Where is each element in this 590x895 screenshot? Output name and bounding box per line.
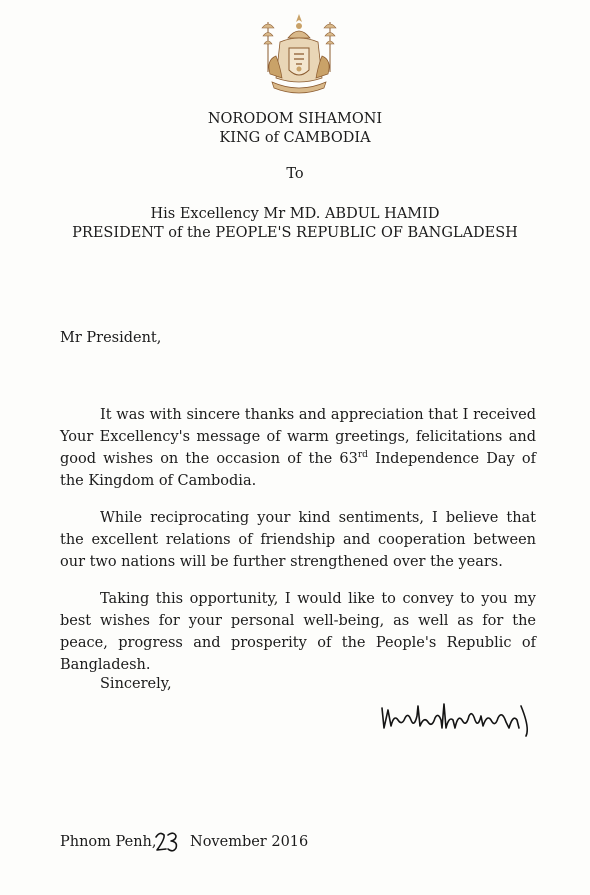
paragraph-1-text-end: Independence Day of the Kingdom of Cambodia. [60,451,537,489]
recipient-name: His Excellency Mr MD. ABDUL HAMID [150,206,440,222]
sender-name: NORODOM SIHAMONI [207,111,383,127]
paragraph-1-text: It was with sincere thanks and appreciation that I received Your Excellency's message of warm greetings, felicitations and good wishes on the occasion of the 63 [60,407,536,467]
dateline-month-year: November 2016 [190,834,309,850]
dateline-place: Phnom Penh, [60,834,157,850]
ordinal-suffix: rd [357,450,368,461]
recipient-title: PRESIDENT of the PEOPLE'S REPUBLIC OF BANGLADESH [72,225,518,241]
paragraph-3: Taking this opportunity, I would like to convey to you my best wishes for your personal well-being, as well as for the peace, progress and prosperity of the People's Republic of Bangladesh. [60,591,536,673]
paragraph-1 [60,404,536,492]
to-label: To [286,166,304,182]
royal-arms-of-cambodia-icon [258,12,340,100]
paragraph-2: While reciprocating your kind sentiments, I believe that the excellent relations of friendship and cooperation between our two nations will be further strengthened over the years. [60,510,536,570]
closing: Sincerely, [100,676,172,692]
salutation: Mr President, [60,330,162,346]
handwritten-day-icon [154,828,180,854]
handwritten-signature-icon [378,698,538,738]
sender-title: KING of CAMBODIA [219,130,371,146]
